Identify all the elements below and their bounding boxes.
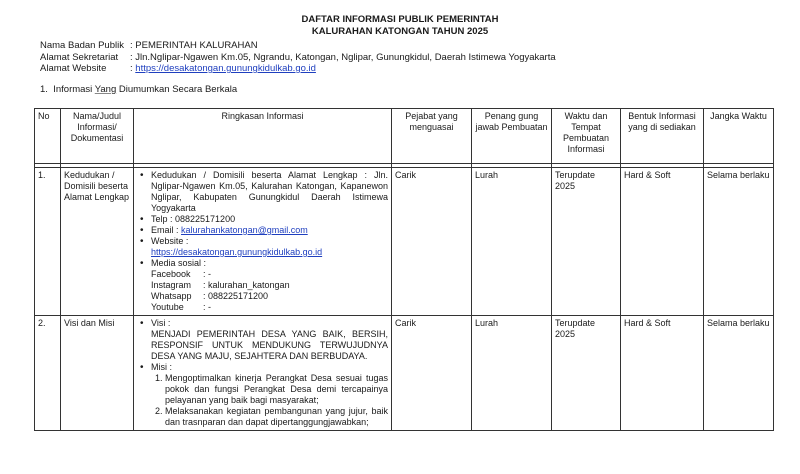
row1-waktu: Terupdate 2025 — [552, 168, 621, 316]
facebook-value: : - — [203, 269, 211, 279]
row2-visi-label: Visi : — [151, 318, 171, 328]
row1-whatsapp — [151, 291, 388, 302]
address-value: : Jln.Nglipar-Ngawen Km.05, Ngrandu, Katongan, Nglipar, Gunungkidul, Daerah Istimewa Yogyakarta — [130, 51, 556, 63]
facebook-label: Facebook — [151, 269, 191, 279]
row1-nama: Kedudukan / Domisili beserta Alamat Lengkap — [61, 168, 134, 316]
header-penanggung: Penang gung jawab Pembuatan — [472, 109, 552, 164]
row2-misi-label: Misi : — [151, 362, 172, 372]
address-row — [40, 52, 556, 64]
row2-no: 2. — [35, 316, 61, 431]
row2-misi — [151, 362, 388, 428]
header-waktu: Waktu dan Tempat Pembuatan Informasi — [552, 109, 621, 164]
youtube-label: Youtube — [151, 302, 184, 312]
row1-facebook — [151, 269, 388, 280]
row1-website-link[interactable]: https://desakatongan.gunungkidulkab.go.id — [151, 247, 323, 257]
document-subtitle: KALURAHAN KATONGAN TAHUN 2025 — [311, 26, 489, 37]
row2-bentuk: Hard & Soft — [621, 316, 704, 431]
row2-penanggung: Lurah — [472, 316, 552, 431]
website-separator: : — [130, 63, 136, 74]
agency-name-label: Nama Badan Publik — [40, 40, 124, 51]
table-row — [35, 316, 774, 431]
row2-misi-list — [151, 373, 388, 428]
section-post: Diumumkan Secara Berkala — [116, 84, 238, 95]
row2-visi — [151, 318, 388, 362]
section-pre: Informasi — [53, 84, 95, 95]
header-no: No — [35, 109, 61, 164]
row1-penanggung: Lurah — [472, 168, 552, 316]
website-row — [40, 63, 556, 75]
row1-pejabat: Carik — [392, 168, 472, 316]
address-label: Alamat Sekretariat — [40, 51, 119, 63]
row1-email-label: Email : — [151, 225, 182, 235]
header-nama: Nama/Judul Informasi/ Dokumentasi — [61, 109, 134, 164]
whatsapp-value: : 088225171200 — [203, 291, 269, 301]
row1-email-link[interactable]: kalurahankatongan@gmail.com — [181, 225, 308, 235]
row1-medsos-label: Media sosial : — [151, 258, 207, 268]
header-pejabat: Pejabat yang menguasai — [392, 109, 472, 164]
section-heading — [40, 84, 237, 95]
row2-pejabat: Carik — [392, 316, 472, 431]
row1-website-label: Website : — [151, 236, 189, 246]
row1-jangka: Selama berlaku — [704, 168, 774, 316]
table-row — [35, 168, 774, 316]
row1-website-item — [151, 236, 388, 258]
row2-visi-text: MENJADI PEMERINTAH DESA YANG BAIK, BERSIH, RESPONSIF UNTUK MENDUKUNG TERWUJUDNYA DESA YANG MAJU, SEJAHTERA DAN BERBUDAYA. — [151, 329, 388, 361]
row2-misi-1: 1. Mengoptimalkan kinerja Perangkat Desa sesuai tugas pokok dan fungsi Perangkat Desa demi tercapainya pelayanan yang baik bagi masyarakat; — [165, 373, 388, 406]
row2-jangka: Selama berlaku — [704, 316, 774, 431]
row1-address: • Kedudukan / Domisili beserta Alamat Lengkap : Jln. Nglipar-Ngawen Km.05, Kalurahan Katongan, Kapanewon Nglipar, Kabupaten Gunungkidul Daerah Istimewa Yogyakarta — [151, 170, 388, 214]
row1-youtube — [151, 302, 388, 313]
row2-ringkasan — [134, 316, 392, 431]
row2-nama: Visi dan Misi — [61, 316, 134, 431]
row1-medsos — [151, 258, 388, 313]
row1-ringkasan — [134, 168, 392, 316]
header-ringkasan: Ringkasan Informasi — [134, 109, 392, 164]
document-title: DAFTAR INFORMASI PUBLIK PEMERINTAH — [301, 14, 499, 25]
youtube-value: : - — [203, 302, 211, 312]
instagram-value: : kalurahan_katongan — [203, 280, 290, 290]
row1-bentuk: Hard & Soft — [621, 168, 704, 316]
header-bentuk: Bentuk Informasi yang di sediakan — [621, 109, 704, 164]
whatsapp-label: Whatsapp — [151, 291, 192, 301]
row1-email-item — [151, 225, 388, 236]
website-label: Alamat Website — [40, 63, 107, 74]
row1-no: 1. — [35, 168, 61, 316]
website-link[interactable]: https://desakatongan.gunungkidulkab.go.id — [135, 63, 316, 74]
row2-misi-2: 2. Melaksanakan kegiatan pembangunan yang jujur, baik dan trasnparan dan dapat dipertanggungjawabkan; — [165, 406, 388, 428]
agency-name-row — [40, 40, 556, 52]
row2-waktu: Terupdate 2025 — [552, 316, 621, 431]
information-table — [34, 108, 774, 431]
row1-instagram — [151, 280, 388, 291]
table-header-row — [35, 109, 774, 164]
agency-info — [40, 40, 556, 75]
section-number: 1. — [40, 84, 48, 95]
instagram-label: Instagram — [151, 280, 192, 290]
row1-telp: • Telp : 088225171200 — [151, 214, 388, 225]
agency-name-value: : PEMERINTAH KALURAHAN — [130, 40, 258, 51]
header-jangka: Jangka Waktu — [704, 109, 774, 164]
section-highlight: Yang — [94, 84, 117, 95]
